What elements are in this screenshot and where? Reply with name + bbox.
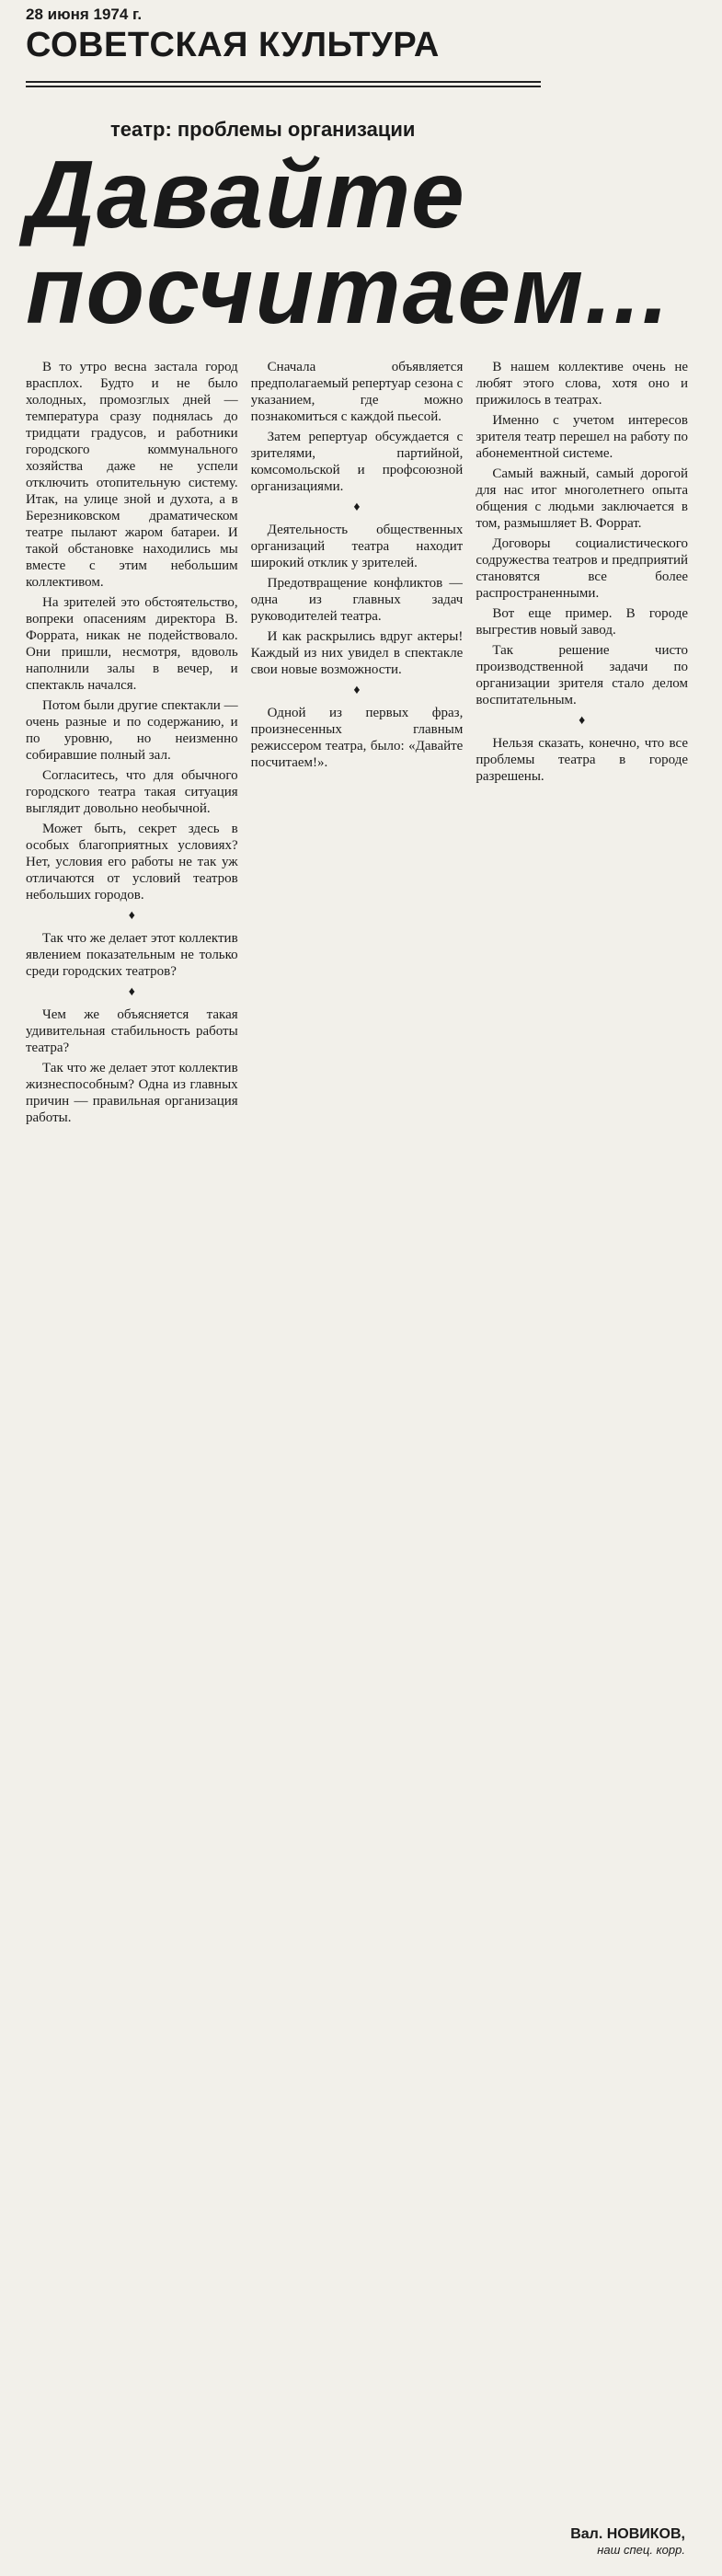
paragraph: И как раскрылись вдруг актеры! Каждый из них увидел в спектакле свои новые возможности. [250, 628, 464, 677]
section-separator: ♦ [353, 500, 361, 514]
paragraph: Так решение чисто производственной задачи по организации зрителя стало делом воспитательным. [476, 643, 689, 707]
paragraph: Согласитесь, что для обычного городского театра такая ситуация выглядит довольно необычной. [26, 768, 238, 816]
paragraph: Одной из первых фраз, произнесенных главным режиссером театра, было: «Давайте посчитаем!». [250, 705, 464, 770]
article-column-3 [476, 359, 688, 2548]
section-rubric: театр: проблемы организации [110, 118, 416, 141]
masthead-rule-thin [26, 86, 541, 87]
paragraph: Именно с учетом интересов зрителя театр перешел на работу по абонементной системе. [476, 413, 689, 461]
paragraph: Сначала объявляется предполагаемый репертуар сезона с указанием, где можно познакомиться с каждой пьесой. [250, 360, 464, 424]
paragraph: Деятельность общественных организаций театра находит широкий отклик у зрителей. [250, 522, 464, 570]
headline-line-2: посчитаем... [26, 237, 670, 344]
section-separator: ♦ [128, 909, 135, 923]
paragraph: На зрителей это обстоятельство, вопреки опасениям директора В. Форрата, никак не подействовало. Они пришли, несмотря, вдоволь наполнили залы в вечер, и спектакль начался. [26, 595, 238, 693]
headline-line-1: Давайте [26, 142, 466, 248]
article-body [26, 359, 688, 2548]
paragraph: В то утро весна застала город врасплох. Будто и не было холодных, промозглых дней — температура сразу поднялась до тридцати градусов, и работники городского коммунального хозяйства даже не успели отключить отопительную систему. Итак, на улице зной и духота, а в Березниковском драматическом театре пылают жаром батареи. И такой обстановке находились мы вместе с этим небольшим коллективом. [26, 360, 238, 590]
paragraph: Договоры социалистического содружества театров и предприятий становятся все более распространенными. [476, 536, 689, 601]
paragraph: Самый важный, самый дорогой для нас итог многолетнего опыта общения с людьми заключается в том, размышляет В. Форрат. [476, 466, 689, 531]
section-separator: ♦ [128, 984, 135, 999]
newspaper-title: СОВЕТСКАЯ КУЛЬТУРА [26, 26, 440, 64]
section-separator: ♦ [579, 714, 586, 728]
paragraph: Вот еще пример. В городе выгрестив новый завод. [476, 606, 689, 638]
masthead-rule [26, 81, 541, 83]
masthead [26, 6, 541, 77]
paragraph: Так что же делает этот коллектив жизнеспособным? Одна из главных причин — правильная организация работы. [26, 1060, 238, 1125]
paragraph: В нашем коллективе очень не любят этого слова, хотя оно и прижилось в театрах. [476, 360, 689, 408]
paragraph: Нельзя сказать, конечно, что все проблемы театра в городе разрешены. [476, 735, 689, 784]
headline [26, 142, 670, 344]
section-separator: ♦ [353, 683, 361, 697]
author-role: наш спец. корр. [597, 2543, 685, 2557]
author-name: Вал. НОВИКОВ, [570, 2526, 685, 2542]
article-column-1 [26, 359, 238, 2548]
paragraph: Чем же объясняется такая удивительная стабильность работы театра? [26, 1006, 238, 1055]
issue-date: 28 июня 1974 г. [26, 6, 143, 23]
article-column-2 [251, 359, 464, 2548]
byline [570, 2526, 685, 2557]
paragraph: Предотвращение конфликтов — одна из главных задач руководителей театра. [250, 575, 464, 624]
paragraph: Может быть, секрет здесь в особых благоприятных условиях? Нет, условия его работы не так уж отличаются от условий театров небольших городов. [26, 822, 238, 903]
paragraph: Потом были другие спектакли — очень разные и по содержанию, и по уровню, но неизменно собиравшие полный зал. [26, 698, 238, 763]
paragraph: Затем репертуар обсуждается с зрителями, партийной, комсомольской и профсоюзной организациями. [250, 430, 464, 494]
paragraph: Так что же делает этот коллектив явлением показательным не только среди городских театров? [26, 930, 238, 979]
